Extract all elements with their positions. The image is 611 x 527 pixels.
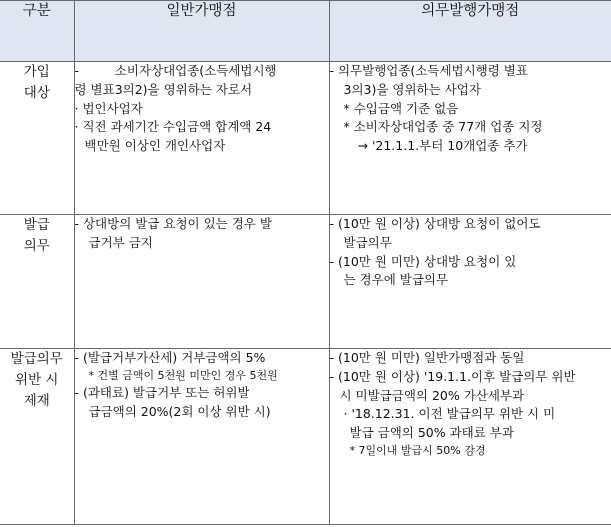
category-line: 의무 [23, 237, 50, 254]
header-general-merchant: 일반가맹점 [74, 1, 329, 62]
text-line: * 7일이내 발급시 50% 감경 [349, 443, 486, 457]
text-line: - (10만 원 이상) '19.1.1.이후 발급의무 위반 [329, 368, 576, 384]
text-line: 는 경우에 발급의무 [343, 272, 449, 288]
header-row [0, 1, 611, 62]
text-line: - (10만 원 미만) 상대방 요청이 있 [329, 253, 517, 269]
general-cell [74, 215, 329, 349]
text-line: 급거부 금지 [88, 234, 153, 250]
table-row-eligibility [0, 62, 611, 215]
header-category: 구분 [0, 1, 74, 62]
text-line: 발급 금액의 50% 과태료 부과 [349, 425, 514, 440]
general-cell [74, 62, 329, 215]
text-line: - 의무발행업종(소득세법시행령 별표 [329, 63, 528, 78]
category-cell [0, 349, 74, 525]
text-line: → '21.1.1.부터 10개업종 추가 [357, 138, 528, 153]
text-line: - 상대방의 발급 요청이 있는 경우 발 [74, 216, 272, 231]
category-line: 발급 [23, 217, 50, 233]
category-line: 위반 시 [15, 371, 59, 388]
category-cell [0, 62, 74, 215]
header-mandatory-merchant: 의무발행가맹점 [329, 1, 611, 62]
category-line: 대상 [23, 84, 50, 101]
mandatory-cell [329, 349, 611, 525]
text-line: - (10만 원 미만) 일반가맹점과 동일 [329, 350, 525, 365]
general-cell [74, 349, 329, 525]
text-line: * 수입금액 기준 없음 [343, 100, 459, 116]
text-line: 시 미발급금액의 20% 가산세부과 [339, 387, 525, 403]
text-line: * 건별 금액이 5천원 미만인 경우 5천원 [88, 368, 278, 382]
text-line: 령 별표3의2)을 영위하는 자로서 [74, 81, 253, 97]
text-line: - (발급거부가산세) 거부금액의 5% [74, 350, 266, 365]
text-line: · '18.12.31. 이전 발급의무 위반 시 미 [343, 406, 556, 422]
text-line: * 소비자상대업종 중 77개 업종 지정 [343, 119, 543, 135]
text-line: 백만원 이상인 개인사업자 [84, 138, 226, 153]
category-line: 가입 [23, 64, 50, 80]
mandatory-cell [329, 62, 611, 215]
text-line: 급금액의 20%(2회 이상 위반 시) [88, 404, 271, 419]
text-line: - 소비자상대업종(소득세법시행 [74, 63, 277, 78]
text-line: 발급의무 [343, 234, 392, 250]
text-line: - (10만 원 이상) 상대방 요청이 없어도 [329, 216, 541, 231]
table-row-issuance-obligation [0, 215, 611, 349]
table-row-violation-sanctions [0, 349, 611, 525]
text-line: · 직전 과세기간 수입금액 합계액 24 [74, 119, 272, 135]
text-line: 3의3)을 영위하는 사업자 [343, 81, 481, 97]
text-line: - (과태료) 발급거부 또는 허위발 [74, 385, 250, 401]
text-line: · 법인사업자 [74, 100, 143, 116]
category-cell [0, 215, 74, 349]
category-line: 발급의무 [10, 351, 63, 367]
mandatory-cell [329, 215, 611, 349]
category-line: 제재 [23, 392, 50, 409]
